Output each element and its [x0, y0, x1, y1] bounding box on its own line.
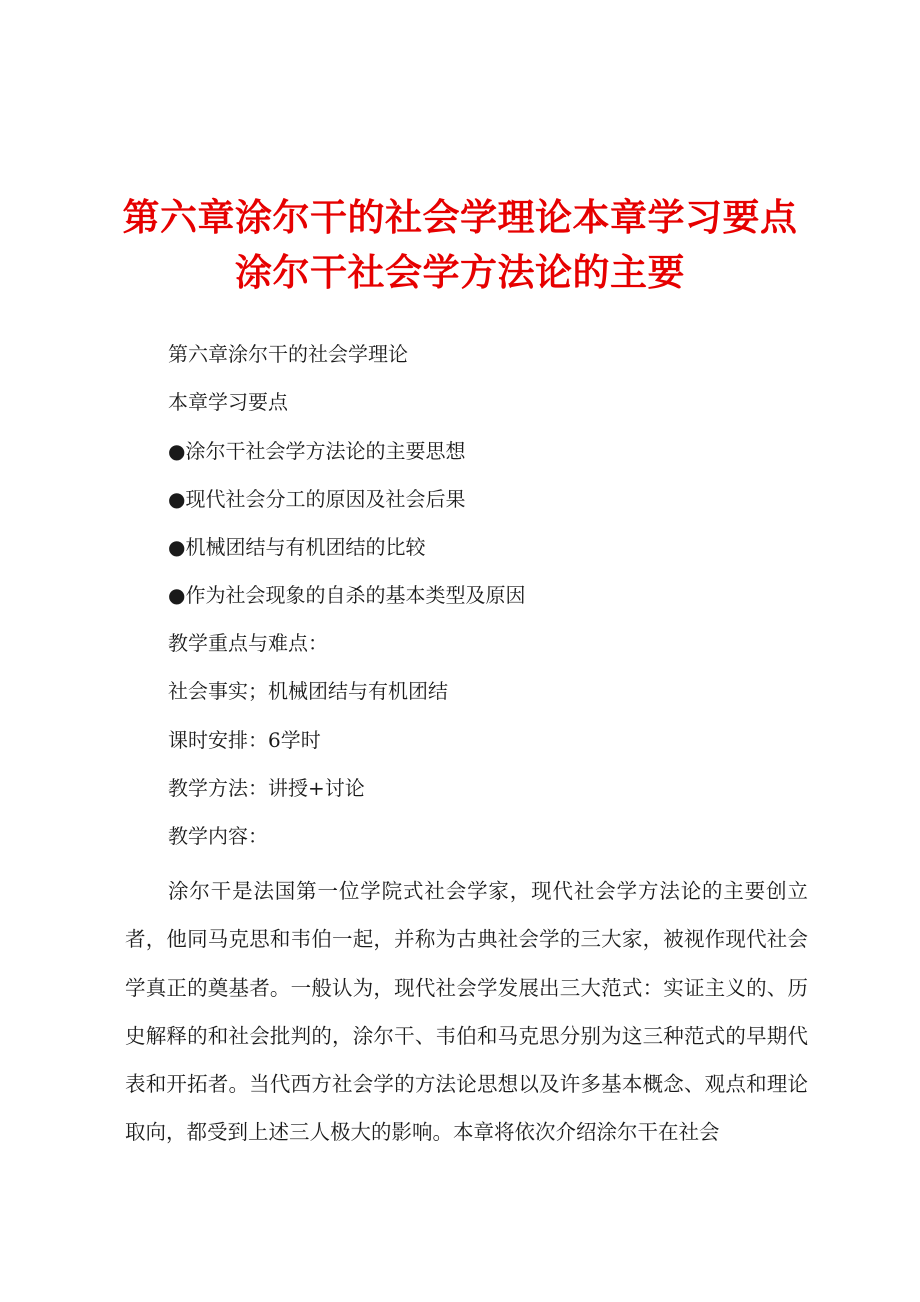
schedule-line: 课时安排：6学时: [168, 728, 321, 752]
bullet-item: ●机械团结与有机团结的比较: [168, 535, 426, 559]
bullet-item: ●作为社会现象的自杀的基本类型及原因: [168, 583, 526, 607]
chapter-heading: 第六章涂尔干的社会学理论: [168, 342, 408, 366]
content-label: 教学内容：: [168, 824, 268, 848]
key-points-value: 社会事实；机械团结与有机团结: [168, 679, 448, 703]
bullet-item: ●涂尔干社会学方法论的主要思想: [168, 439, 466, 463]
bullet-item: ●现代社会分工的原因及社会后果: [168, 487, 466, 511]
study-points-heading: 本章学习要点: [168, 390, 288, 414]
method-line: 教学方法：讲授+讨论: [168, 776, 365, 800]
key-points-label: 教学重点与难点：: [168, 631, 328, 655]
body-paragraph: 涂尔干是法国第一位学院式社会学家，现代社会学方法论的主要创立者，他同马克思和韦伯一起，并称为古典社会学的三大家，被视作现代社会学真正的奠基者。一般认为，现代社会学发展出三大范式：实证主义的、历史解释的和社会批判的，涂尔干、韦伯和马克思分别为这三种范式的早期代表和开拓者。当代西方社会学的方法论思想以及许多基本概念、观点和理论取向，都受到上述三人极大的影响。本章将依次介绍涂尔干在社会: [125, 879, 808, 1145]
document-title: 第六章涂尔干的社会学理论本章学习要点涂尔干社会学方法论的主要: [122, 196, 798, 294]
